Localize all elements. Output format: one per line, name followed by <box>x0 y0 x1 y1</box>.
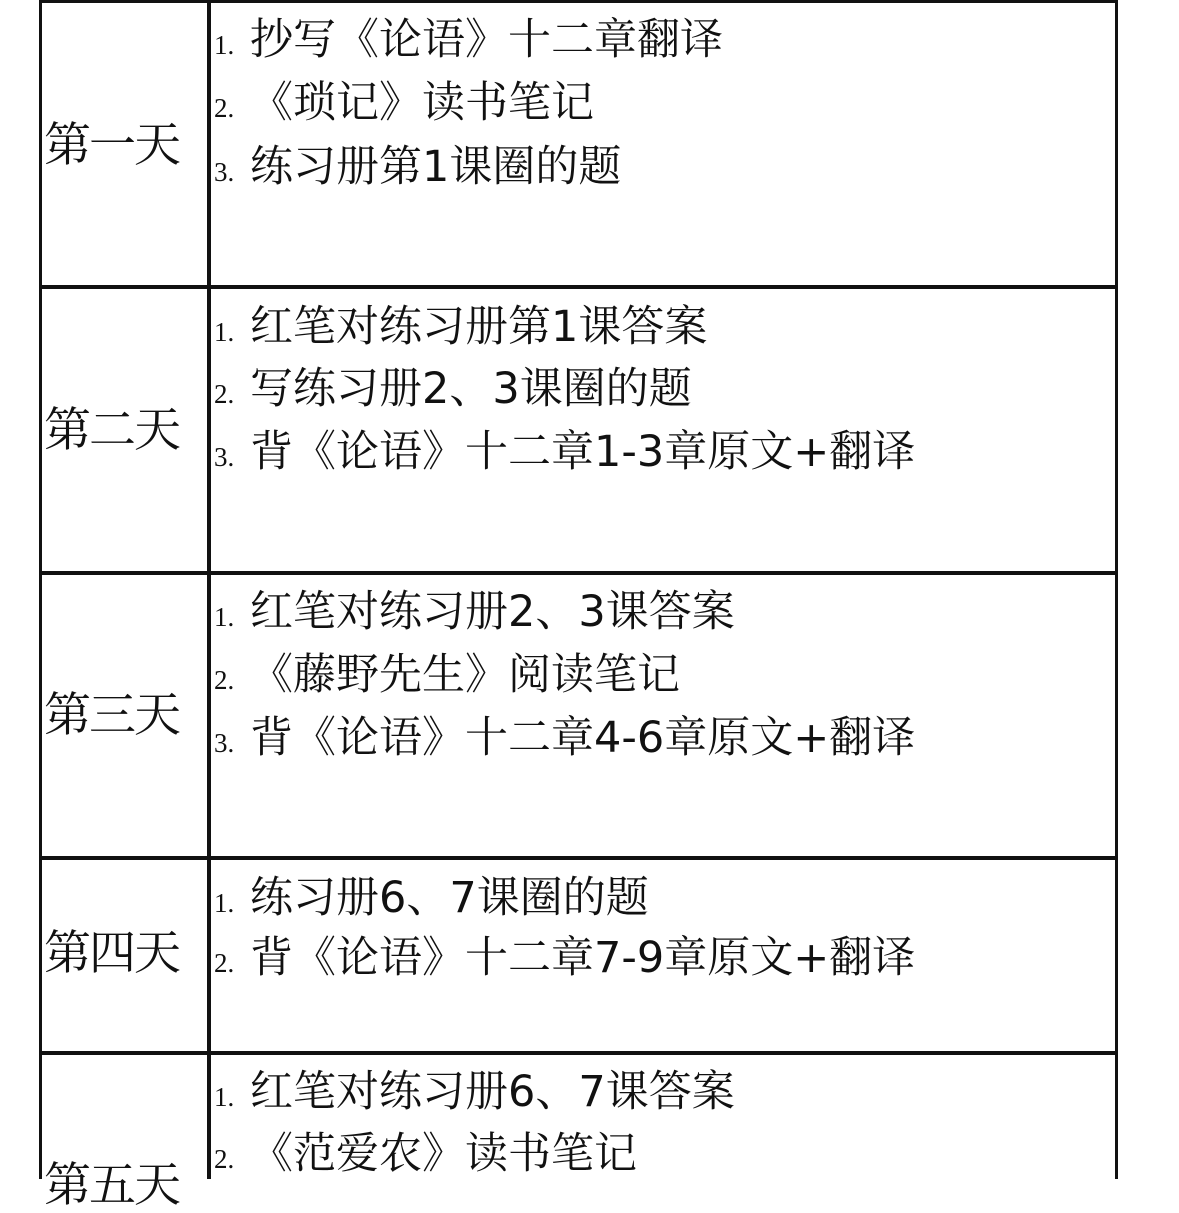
task-text: 红笔对练习册第1课答案 <box>250 302 708 352</box>
task-item <box>214 1058 735 1120</box>
task-text: 《藤野先生》阅读笔记 <box>250 650 680 700</box>
row-divider <box>39 571 1118 575</box>
table-border-right <box>1115 0 1118 1179</box>
task-text: 练习册6、7课圈的题 <box>250 873 649 923</box>
task-text: 背《论语》十二章7-9章原文+翻译 <box>250 933 916 983</box>
task-number: 2. <box>214 93 235 123</box>
task-item <box>214 578 735 640</box>
task-number: 1. <box>214 317 235 347</box>
task-number: 2. <box>214 379 235 409</box>
task-item <box>214 133 621 195</box>
task-number: 3. <box>214 157 235 187</box>
task-number: 1. <box>214 30 235 60</box>
task-number: 2. <box>214 665 235 695</box>
day-label: 第二天 <box>44 403 179 458</box>
task-number: 3. <box>214 442 235 472</box>
day-label: 第四天 <box>44 926 179 981</box>
task-text: 红笔对练习册6、7课答案 <box>250 1067 735 1117</box>
day-label: 第三天 <box>44 688 179 743</box>
task-item <box>214 355 692 417</box>
task-text: 《琐记》读书笔记 <box>250 78 594 128</box>
task-text: 红笔对练习册2、3课答案 <box>250 587 735 637</box>
task-number: 2. <box>214 948 235 978</box>
task-item <box>214 69 594 131</box>
task-item <box>214 864 649 926</box>
task-text: 写练习册2、3课圈的题 <box>250 364 692 414</box>
task-number: 1. <box>214 1082 235 1112</box>
task-item <box>214 704 915 766</box>
task-number: 2. <box>214 1144 235 1174</box>
table-column-divider <box>207 0 211 1179</box>
task-number: 1. <box>214 602 235 632</box>
task-number: 1. <box>214 888 235 918</box>
task-text: 背《论语》十二章1-3章原文+翻译 <box>250 427 916 477</box>
task-text: 《范爱农》读书笔记 <box>250 1129 637 1179</box>
day-label: 第一天 <box>44 118 179 173</box>
task-item <box>214 641 680 703</box>
day-label: 第五天 <box>44 1158 179 1213</box>
task-item <box>214 1120 637 1182</box>
row-divider <box>39 0 1118 3</box>
task-text: 练习册第1课圈的题 <box>250 142 622 192</box>
task-item <box>214 293 707 355</box>
task-text: 背《论语》十二章4-6章原文+翻译 <box>250 713 916 763</box>
row-divider <box>39 856 1118 860</box>
task-number: 3. <box>214 728 235 758</box>
task-text: 抄写《论语》十二章翻译 <box>250 15 723 65</box>
row-divider <box>39 1051 1118 1055</box>
row-divider <box>39 285 1118 289</box>
task-item <box>214 418 915 480</box>
task-item <box>214 924 915 986</box>
task-item <box>214 6 723 68</box>
table-border-left <box>39 0 42 1179</box>
